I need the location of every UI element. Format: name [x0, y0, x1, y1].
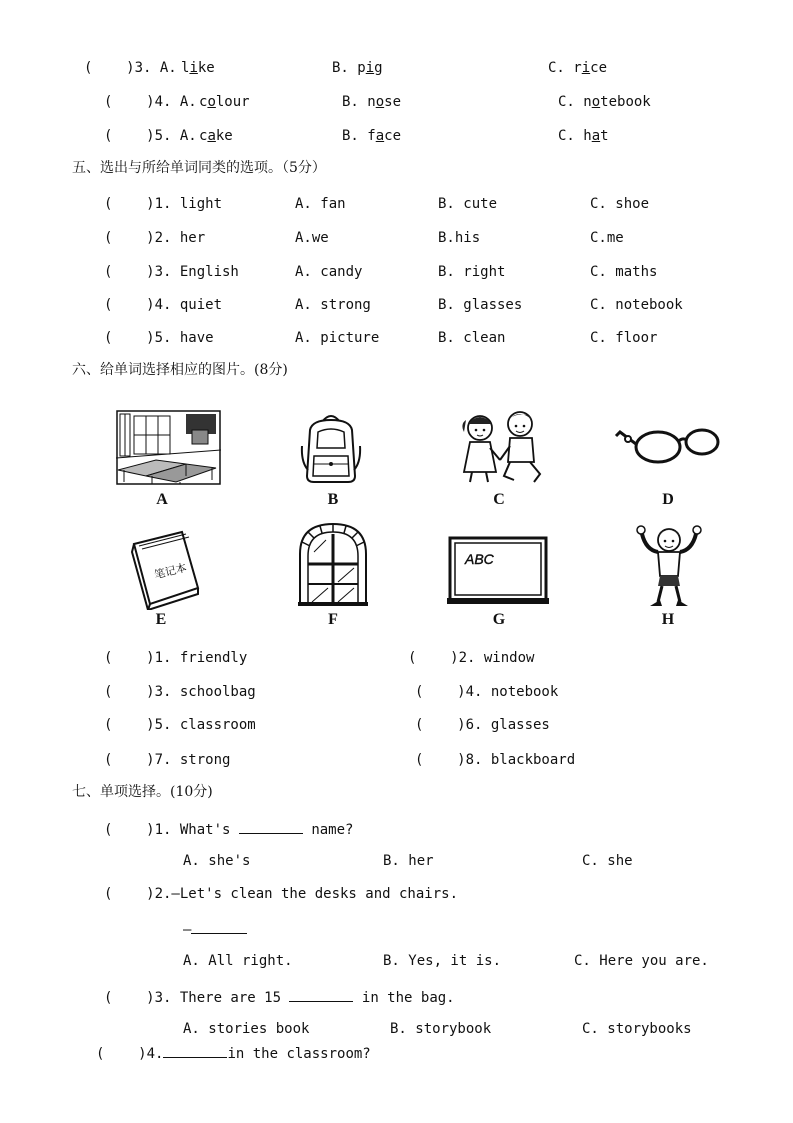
option-c: C. shoe: [590, 196, 650, 212]
option-a: like: [181, 60, 215, 76]
match-item-7: ( )7. strong: [104, 752, 231, 768]
option-c: C. maths: [590, 264, 658, 280]
question-3-option-a: A. stories book: [183, 1021, 310, 1037]
match-item-6: ( )6. glasses: [415, 717, 550, 733]
option-a: cake: [199, 128, 233, 144]
question-number: ( )5. A.: [104, 128, 197, 144]
picture-label-c: C: [493, 491, 505, 508]
option-b: B. right: [438, 264, 506, 280]
question-4-stem: ( )4. in the classroom?: [96, 1043, 371, 1063]
option-c: C. rice: [548, 60, 608, 76]
schoolbag-picture: [300, 412, 362, 484]
option-b: B. clean: [438, 330, 506, 346]
option-b: B. cute: [438, 196, 498, 212]
window-picture: [298, 522, 368, 606]
glasses-picture: [614, 420, 720, 466]
option-b: B. face: [342, 128, 402, 144]
option-a: colour: [199, 94, 250, 110]
option-c: C. floor: [590, 330, 658, 346]
match-item-4: ( )4. notebook: [415, 684, 559, 700]
friends-picture: [450, 406, 550, 484]
match-item-8: ( )8. blackboard: [415, 752, 576, 768]
question-number: ( )3. A.: [84, 60, 177, 76]
answer-blank: [191, 919, 247, 934]
option-c: C. notebook: [590, 297, 683, 313]
question-stem: ( )2. her: [104, 230, 206, 246]
question-1-option-b: B. her: [383, 853, 434, 869]
answer-blank: [239, 819, 303, 834]
option-a: A.we: [295, 230, 329, 246]
option-a: A. picture: [295, 330, 380, 346]
option-c: C.me: [590, 230, 624, 246]
question-2-reply: —: [183, 919, 247, 939]
question-1-stem: ( )1. What's name?: [104, 819, 353, 839]
blackboard-picture: [447, 536, 549, 606]
option-a: A. fan: [295, 196, 346, 212]
match-item-5: ( )5. classroom: [104, 717, 256, 733]
notebook-picture: [130, 530, 202, 610]
picture-label-f: F: [328, 611, 338, 628]
match-item-3: ( )3. schoolbag: [104, 684, 256, 700]
question-3-option-c: C. storybooks: [582, 1021, 692, 1037]
blackboard-text: ABC: [465, 551, 494, 567]
option-a: A. strong: [295, 297, 371, 313]
picture-label-d: D: [662, 491, 674, 508]
picture-label-a: A: [156, 491, 168, 508]
match-item-1: ( )1. friendly: [104, 650, 248, 666]
answer-blank: [289, 987, 353, 1002]
section-heading-6: 六、给单词选择相应的图片。(8分): [72, 362, 288, 378]
question-2-option-b: B. Yes, it is.: [383, 953, 502, 969]
question-2-stem: ( )2.—Let's clean the desks and chairs.: [104, 886, 459, 902]
picture-label-h: H: [661, 611, 675, 628]
section-heading-7: 七、单项选择。(10分): [72, 784, 213, 800]
option-b: B. glasses: [438, 297, 523, 313]
picture-label-b: B: [327, 491, 339, 508]
question-3-stem: ( )3. There are 15 in the bag.: [104, 987, 455, 1007]
question-1-option-c: C. she: [582, 853, 633, 869]
question-3-option-b: B. storybook: [390, 1021, 492, 1037]
option-b: B.his: [438, 230, 481, 246]
option-c: C. hat: [558, 128, 609, 144]
question-stem: ( )1. light: [104, 196, 223, 212]
question-1-option-a: A. she's: [183, 853, 251, 869]
classroom-picture: [116, 410, 221, 485]
answer-blank: [163, 1043, 227, 1058]
question-number: ( )4. A.: [104, 94, 197, 110]
strong-boy-picture: [632, 522, 706, 608]
question-stem: ( )3. English: [104, 264, 239, 280]
picture-label-g: G: [492, 611, 506, 628]
option-b: B. pig: [332, 60, 383, 76]
option-c: C. notebook: [558, 94, 651, 110]
option-b: B. nose: [342, 94, 402, 110]
option-a: A. candy: [295, 264, 363, 280]
notebook-cover-text: 笔记本: [152, 561, 189, 582]
picture-label-e: E: [155, 611, 167, 628]
match-item-2: ( )2. window: [408, 650, 535, 666]
question-stem: ( )4. quiet: [104, 297, 223, 313]
question-2-option-a: A. All right.: [183, 953, 293, 969]
question-stem: ( )5. have: [104, 330, 214, 346]
question-2-option-c: C. Here you are.: [574, 953, 709, 969]
section-heading-5: 五、选出与所给单词同类的选项。（5分）: [72, 160, 326, 176]
